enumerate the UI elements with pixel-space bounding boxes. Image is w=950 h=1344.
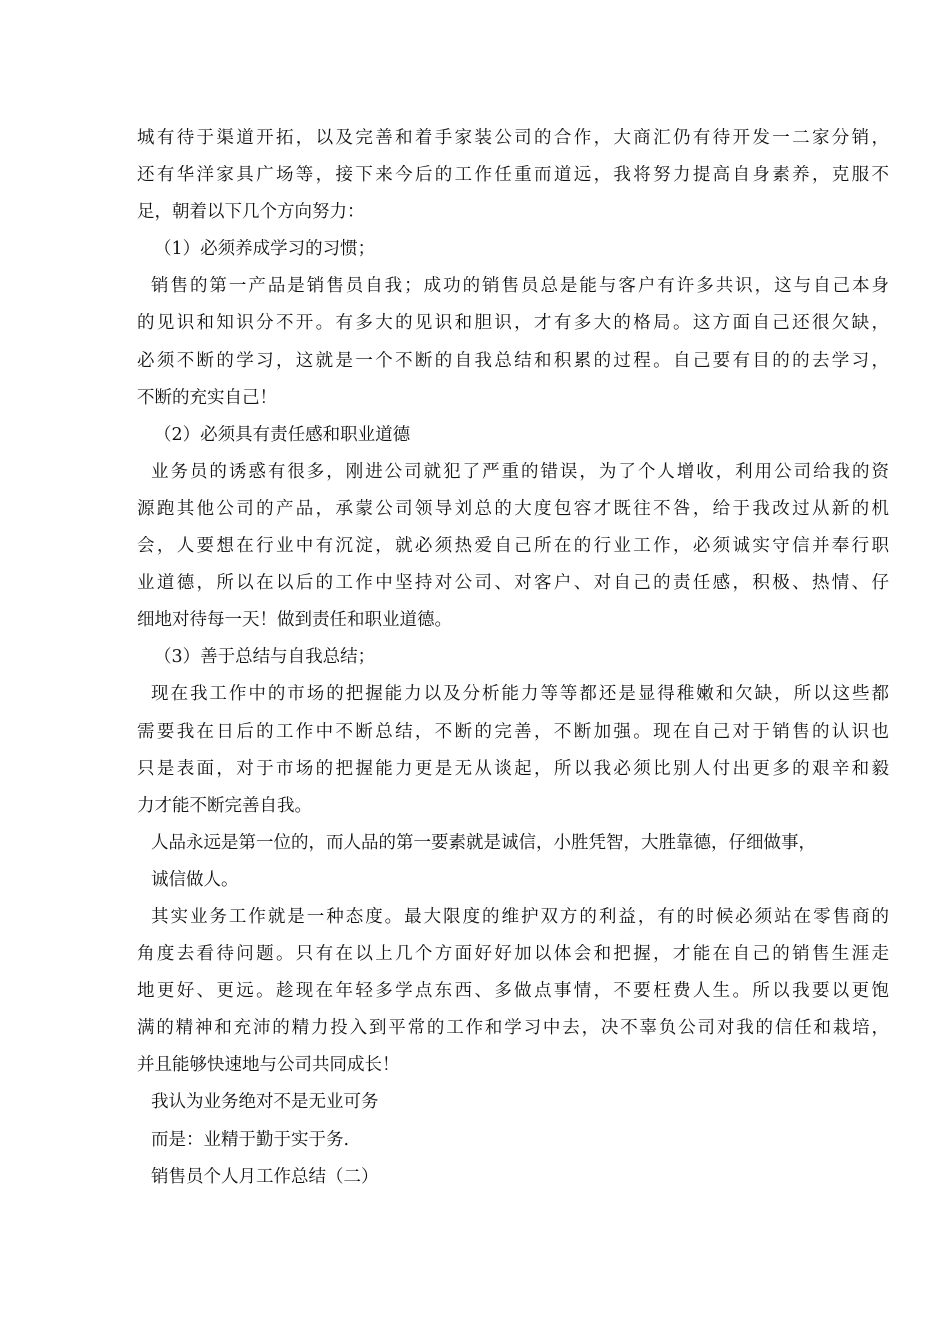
text-line: 地更好、更远。趁现在年轻多学点东西、多做点事情，不要枉费人生。所以我要以更饱 [137, 981, 889, 1002]
document-body [137, 120, 889, 1196]
text-line: 源跑其他公司的产品，承蒙公司领导刘总的大度包容才既往不咎，给于我改过从新的机 [137, 498, 889, 519]
text-line: 诚信做人。 [151, 869, 239, 890]
text-line: 现在我工作中的市场的把握能力以及分析能力等等都还是显得稚嫩和欠缺，所以这些都 [151, 684, 889, 705]
text-line: 力才能不断完善自我。 [137, 795, 312, 816]
section-heading: （2）必须具有责任感和职业道德 [154, 424, 411, 445]
text-line: 我认为业务绝对不是无业可务 [151, 1092, 379, 1113]
text-line: 细地对待每一天！做到责任和职业道德。 [137, 610, 452, 631]
section-heading: （3）善于总结与自我总结； [154, 647, 376, 668]
text-line: 销售的第一产品是销售员自我；成功的销售员总是能与客户有许多共识，这与自己本身 [151, 276, 889, 297]
text-line: 业务员的诱惑有很多，刚进公司就犯了严重的错误，为了个人增收，利用公司给我的资 [151, 461, 889, 482]
section-heading: （1）必须养成学习的习惯； [154, 239, 376, 260]
text-line: 足，朝着以下几个方向努力： [137, 202, 365, 223]
text-line: 只是表面，对于市场的把握能力更是无从谈起，所以我必须比别人付出更多的艰辛和毅 [137, 758, 889, 779]
text-line: 并且能够快速地与公司共同成长！ [137, 1055, 400, 1076]
text-line: 满的精神和充沛的精力投入到平常的工作和学习中去，决不辜负公司对我的信任和栽培， [137, 1018, 889, 1039]
text-line: 其实业务工作就是一种态度。最大限度的维护双方的利益，有的时候必须站在零售商的 [151, 906, 889, 927]
text-line: 的见识和知识分不开。有多大的见识和胆识，才有多大的格局。这方面自己还很欠缺， [137, 313, 889, 334]
text-line: 城有待于渠道开拓，以及完善和着手家装公司的合作，大商汇仍有待开发一二家分销， [137, 128, 889, 148]
section-title: 销售员个人月工作总结（二） [151, 1166, 379, 1187]
text-line: 会，人要想在行业中有沉淀，就必须热爱自己所在的行业工作，必须诚实守信并奉行职 [137, 536, 889, 557]
text-line: 而是：业精于勤于实于务. [151, 1129, 350, 1150]
text-line: 必须不断的学习，这就是一个不断的自我总结和积累的过程。自己要有目的的去学习， [137, 350, 889, 371]
text-line: 人品永远是第一位的，而人品的第一要素就是诚信，小胜凭智，大胜靠德，仔细做事， [151, 832, 816, 853]
text-line: 不断的充实自己！ [137, 387, 277, 408]
text-line: 还有华洋家具广场等，接下来今后的工作任重而道远，我将努力提高自身素养，克服不 [137, 165, 889, 186]
text-line: 需要我在日后的工作中不断总结，不断的完善，不断加强。现在自己对于销售的认识也 [137, 721, 889, 742]
text-line: 业道德，所以在以后的工作中坚持对公司、对客户、对自己的责任感，积极、热情、仔 [137, 573, 889, 594]
text-line: 角度去看待问题。只有在以上几个方面好好加以体会和把握，才能在自己的销售生涯走 [137, 944, 889, 965]
